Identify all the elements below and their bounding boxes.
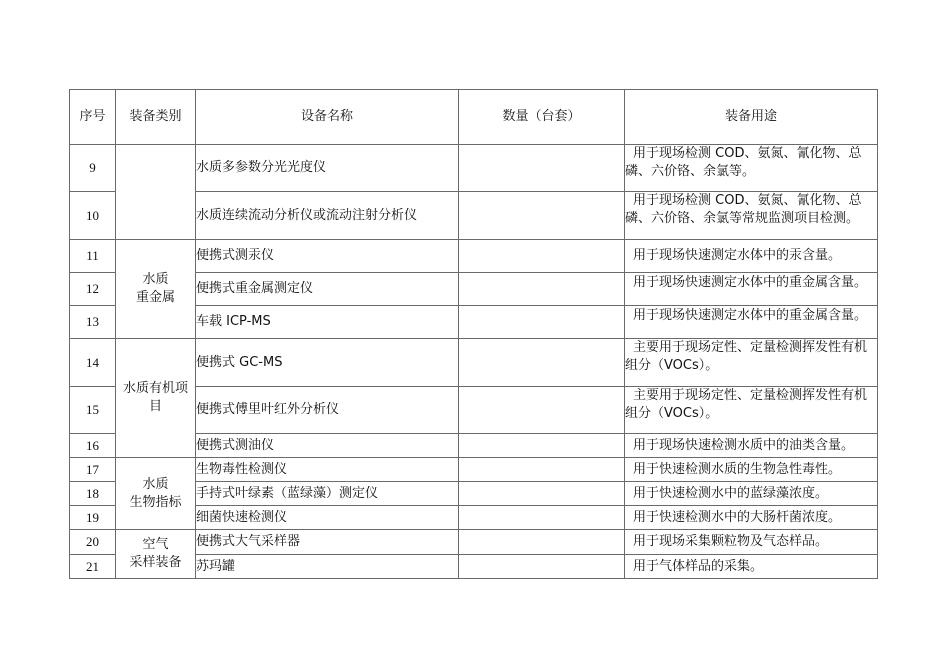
category-line: 目 (148, 399, 162, 414)
header-name: 设备名称 (196, 90, 459, 145)
category-line: 水质 (142, 272, 169, 287)
row-seq: 13 (70, 306, 116, 339)
row-seq: 12 (70, 273, 116, 306)
row-equipment-name: 便携式测油仪 (196, 434, 459, 458)
category-cell-organic (116, 339, 196, 458)
row-use: 主要用于现场定性、定量检测挥发性有机组分（VOCs）。 (625, 387, 878, 434)
equipment-table (69, 89, 878, 579)
table-row (70, 530, 878, 555)
category-line: 水质 (142, 476, 169, 492)
header-seq: 序号 (70, 90, 116, 145)
row-quantity (459, 530, 625, 555)
header-quantity: 数量（台套） (459, 90, 625, 145)
header-category: 装备类别 (116, 90, 196, 145)
row-equipment-name: 便携式测汞仪 (196, 240, 459, 273)
row-seq: 15 (70, 387, 116, 434)
table-row (70, 339, 878, 387)
row-seq: 18 (70, 482, 116, 506)
row-quantity (459, 145, 625, 192)
category-cell-heavy-metals (116, 240, 196, 339)
header-use: 装备用途 (625, 90, 878, 145)
row-use: 用于现场检测 COD、氨氮、氰化物、总磷、六价铬、余氯等常规监测项目检测。 (625, 192, 878, 240)
row-use: 用于快速检测水中的大肠杆菌浓度。 (625, 506, 878, 530)
row-use: 用于现场快速测定水体中的重金属含量。 (625, 306, 878, 339)
category-line: 重金属 (135, 290, 175, 305)
row-equipment-name: 生物毒性检测仪 (196, 458, 459, 482)
row-use: 用于现场快速测定水体中的重金属含量。 (625, 273, 878, 306)
category-cell-air-sampling (116, 530, 196, 579)
category-cell-water-quality-general (116, 145, 196, 240)
row-equipment-name: 水质连续流动分析仪或流动注射分析仪 (196, 192, 459, 240)
category-line: 水质有机项 (122, 381, 188, 396)
table-row (70, 145, 878, 192)
row-quantity (459, 555, 625, 579)
row-equipment-name: 便携式大气采样器 (196, 530, 459, 555)
row-use: 用于气体样品的采集。 (625, 555, 878, 579)
category-line: 生物指标 (129, 494, 182, 510)
row-seq: 9 (70, 145, 116, 192)
row-seq: 14 (70, 339, 116, 387)
row-quantity (459, 482, 625, 506)
row-quantity (459, 506, 625, 530)
table-row (70, 240, 878, 273)
row-use: 用于现场采集颗粒物及气态样品。 (625, 530, 878, 555)
row-quantity (459, 192, 625, 240)
row-equipment-name: 车载 ICP-MS (196, 306, 459, 339)
row-seq: 11 (70, 240, 116, 273)
row-equipment-name: 便携式傅里叶红外分析仪 (196, 387, 459, 434)
row-seq: 17 (70, 458, 116, 482)
row-equipment-name: 苏玛罐 (196, 555, 459, 579)
row-quantity (459, 339, 625, 387)
row-quantity (459, 240, 625, 273)
row-equipment-name: 细菌快速检测仪 (196, 506, 459, 530)
category-line: 采样装备 (129, 555, 182, 570)
row-quantity (459, 306, 625, 339)
table-row (70, 458, 878, 482)
row-use: 用于快速检测水中的蓝绿藻浓度。 (625, 482, 878, 506)
row-quantity (459, 273, 625, 306)
row-use: 用于现场快速检测水质中的油类含量。 (625, 434, 878, 458)
row-seq: 20 (70, 530, 116, 555)
category-line: 空气 (142, 537, 169, 552)
row-equipment-name: 便携式 GC-MS (196, 339, 459, 387)
row-equipment-name: 便携式重金属测定仪 (196, 273, 459, 306)
table-header-row (70, 90, 878, 145)
row-seq: 21 (70, 555, 116, 579)
row-use: 用于快速检测水质的生物急性毒性。 (625, 458, 878, 482)
row-use: 用于现场检测 COD、氨氮、氰化物、总磷、六价铬、余氯等。 (625, 145, 878, 192)
row-quantity (459, 434, 625, 458)
row-quantity (459, 387, 625, 434)
row-quantity (459, 458, 625, 482)
row-seq: 19 (70, 506, 116, 530)
row-equipment-name: 手持式叶绿素（蓝绿藻）测定仪 (196, 482, 459, 506)
category-cell-biological (116, 458, 196, 530)
row-equipment-name: 水质多参数分光光度仪 (196, 145, 459, 192)
row-use: 主要用于现场定性、定量检测挥发性有机组分（VOCs）。 (625, 339, 878, 387)
row-seq: 10 (70, 192, 116, 240)
row-use: 用于现场快速测定水体中的汞含量。 (625, 240, 878, 273)
row-seq: 16 (70, 434, 116, 458)
